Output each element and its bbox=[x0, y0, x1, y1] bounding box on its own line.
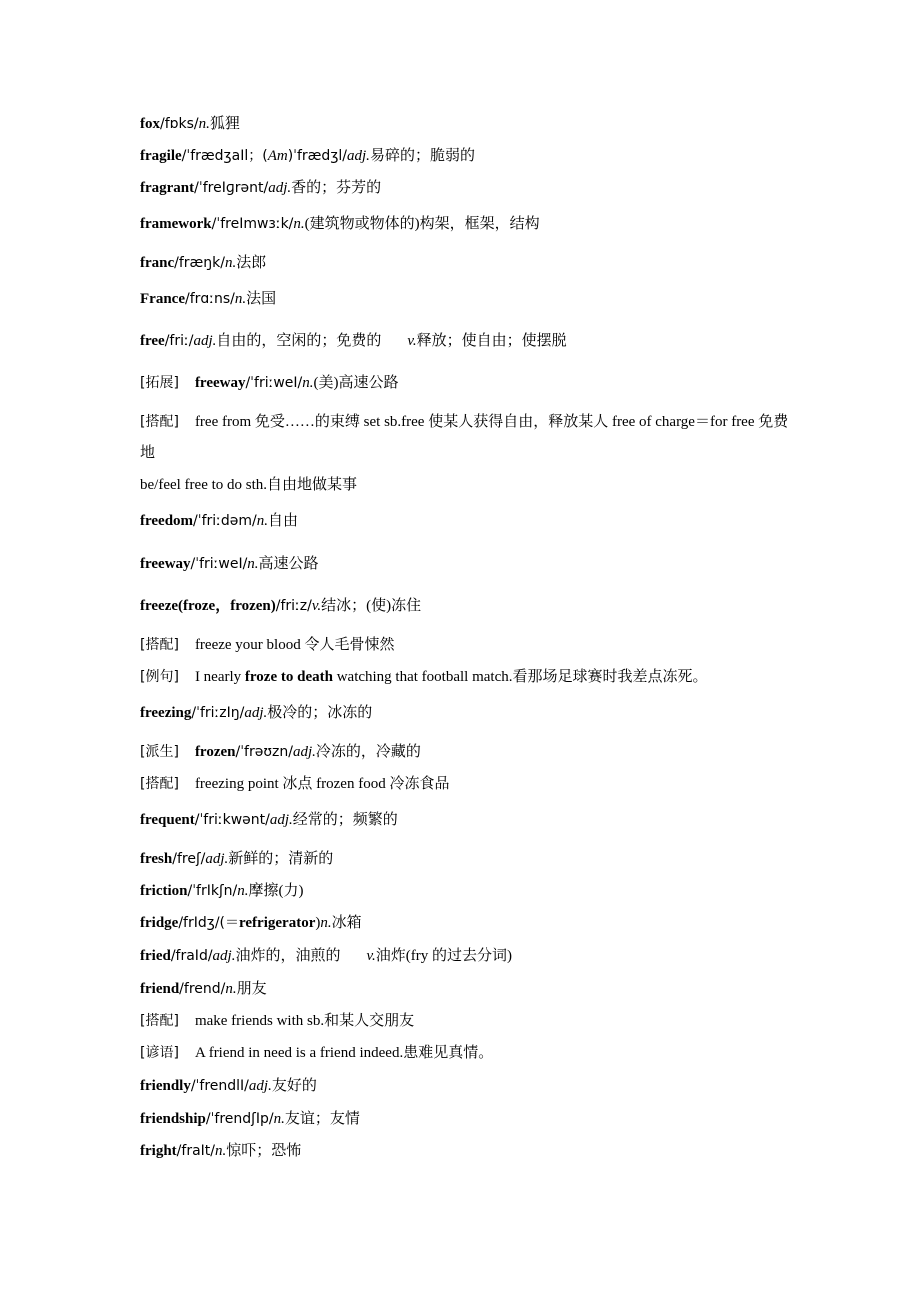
entry-frozen-derivation: [派生] frozen/ˈfrəʊzn/adj.冷冻的，冷藏的 bbox=[140, 744, 421, 760]
entry-be-feel-free: be/feel free to do sth.自由地做某事 bbox=[140, 477, 358, 493]
entry-friction: friction/ˈfrIkʃn/n.摩擦(力) bbox=[140, 883, 304, 899]
entry-franc: franc/fræŋk/n.法郎 bbox=[140, 255, 267, 271]
entry-friend: friend/frend/n.朋友 bbox=[140, 981, 267, 997]
tag-label: [搭配] bbox=[140, 637, 179, 653]
entry-freeze-collocation: [搭配] freeze your blood 令人毛骨悚然 bbox=[140, 637, 395, 653]
entry-friendship: friendship/ˈfrendʃIp/n.友谊；友情 bbox=[140, 1111, 360, 1127]
tag-label: [谚语] bbox=[140, 1045, 179, 1061]
entry-framework: framework/ˈfreImwɜːk/n.(建筑物或物体的)构架，框架，结构 bbox=[140, 216, 540, 232]
entry-friend-collocation: [搭配] make friends with sb.和某人交朋友 bbox=[140, 1013, 415, 1029]
entry-fox: fox/fɒks/n.狐狸 bbox=[140, 116, 240, 132]
entry-free: free/friː/adj.自由的，空闲的；免费的 v.释放；使自由；使摆脱 bbox=[140, 333, 567, 349]
entry-fragrant: fragrant/ˈfreIɡrənt/adj.香的；芬芳的 bbox=[140, 180, 382, 196]
entry-freedom: freedom/ˈfriːdəm/n.自由 bbox=[140, 513, 299, 529]
entry-fresh: fresh/freʃ/adj.新鲜的；清新的 bbox=[140, 851, 334, 867]
tag-label: [搭配] bbox=[140, 1013, 179, 1029]
tag-label: [搭配] bbox=[140, 776, 179, 792]
entry-friend-proverb: [谚语] A friend in need is a friend indeed.患难见真情。 bbox=[140, 1045, 494, 1061]
tag-label: [派生] bbox=[140, 744, 179, 760]
entry-france: France/frɑːns/n.法国 bbox=[140, 291, 277, 307]
tag-label: [拓展] bbox=[140, 375, 179, 391]
entry-friendly: friendly/ˈfrendlI/adj.友好的 bbox=[140, 1078, 317, 1094]
entry-freeway-extension: [拓展] freeway/ˈfriːweI/n.(美)高速公路 bbox=[140, 375, 399, 391]
entry-fridge: fridge/frIdʒ/(＝refrigerator)n.冰箱 bbox=[140, 915, 362, 931]
entry-freezing-collocation: [搭配] freezing point 冰点 frozen food 冷冻食品 bbox=[140, 776, 450, 792]
tag-label: [搭配] bbox=[140, 414, 179, 430]
entry-freezing: freezing/ˈfriːzIŋ/adj.极冷的；冰冻的 bbox=[140, 705, 373, 721]
tag-label: [例句] bbox=[140, 669, 179, 685]
entry-fragile: fragile/ˈfrædʒaIl；(Am)ˈfrædʒl/adj.易碎的；脆弱的 bbox=[140, 148, 475, 164]
entry-freeze-example: [例句] I nearly froze to death watching that football match.看那场足球赛时我差点冻死。 bbox=[140, 669, 708, 685]
entry-free-collocation: [搭配] free from 免受……的束缚 set sb.free 使某人获得自由，释放某人 free of charge＝for free 免费地 bbox=[140, 414, 789, 461]
entry-freeze: freeze(froze，frozen)/friːz/v.结冰；(使)冻住 bbox=[140, 598, 422, 614]
entry-fright: fright/fraIt/n.惊吓；恐怖 bbox=[140, 1143, 302, 1159]
entry-frequent: frequent/ˈfriːkwənt/adj.经常的；频繁的 bbox=[140, 812, 398, 828]
entry-fried: fried/fraId/adj.油炸的，油煎的 v.油炸(fry 的过去分词) bbox=[140, 948, 513, 964]
entry-freeway: freeway/ˈfriːweI/n.高速公路 bbox=[140, 556, 319, 572]
